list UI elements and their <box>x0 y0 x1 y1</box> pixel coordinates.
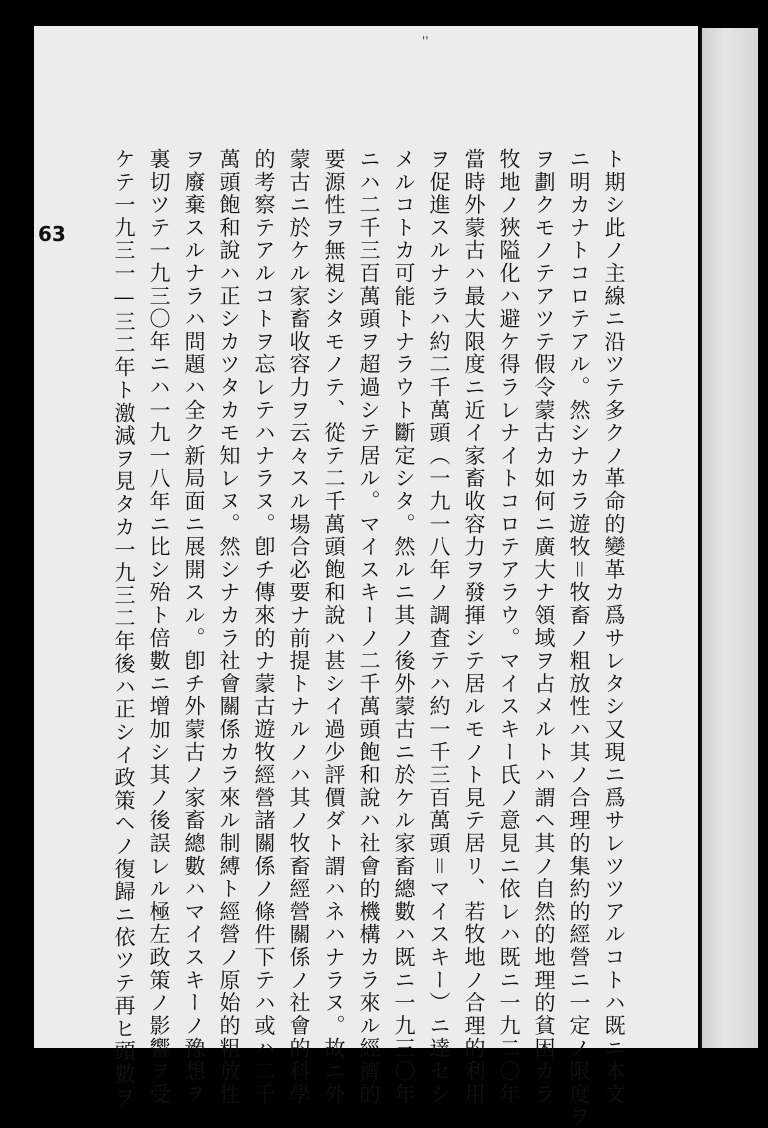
text-line: 的考察テアルコトヲ忘レテハナラヌ。卽チ傳來的ナ蒙古遊牧經營諸關係ノ條件下テハ或ハ二千 <box>252 148 276 1106</box>
header-mark: '' <box>422 34 429 48</box>
text-line: 蒙古ニ於ケル家畜收容力ヲ云々スル場合必要ナ前提トナルノハ其ノ牧畜經營關係ノ社會的科學 <box>287 148 311 1106</box>
text-line: 牧地ノ狹隘化ハ避ケ得ラレナイトコロテアラウ。マイスキー氏ノ意見ニ依レハ既ニ一九二〇年 <box>497 148 521 1106</box>
adjacent-page-edge <box>702 28 758 1048</box>
text-line: メルコトカ可能トナラウト斷定シタ。然ルニ其ノ後外蒙古ニ於ケル家畜總數ハ既ニ一九三〇年 <box>392 148 416 1106</box>
text-line: 萬頭飽和說ハ正シカツタカモ知レヌ。然シナカラ社會關係カラ來ル制縛ト經營ノ原始的粗放性 <box>217 148 241 1106</box>
text-line: ト期シ此ノ主線ニ沿ツテ多クノ革命的變革カ爲サレタシ又現ニ爲サレツツアルコトハ既ニ本文 <box>602 148 626 1106</box>
text-line: ヲ劃クモノテアツテ假令蒙古カ如何ニ廣大ナ領域ヲ占メルトハ謂ヘ其ノ自然的地理的貧困カラ <box>532 148 556 1106</box>
text-line: ニ明カナトコロテアル。然シナカラ遊牧＝牧畜ノ粗放性ハ其ノ合理的集約的經營ニ一定ノ限度ヲ <box>567 148 591 1128</box>
page-number: 63 <box>38 222 66 246</box>
text-line: ヲ促進スルナラハ約二千萬頭（一九一八年ノ調査テハ約一千三百萬頭＝マイスキー）ニ達セシ <box>427 148 451 1106</box>
text-line: ニハ二千三百萬頭ヲ超過シテ居ル。マイスキーノ二千萬頭飽和說ハ社會的機構カラ來ル經濟的 <box>357 148 381 1106</box>
text-line: ヲ廢棄スルナラハ問題ハ全ク新局面ニ展開スル。卽チ外蒙古ノ家畜總數ハマイスキーノ豫想ヲ <box>182 148 206 1106</box>
text-line: 要源性ヲ無視シタモノテ、從テ二千萬頭飽和說ハ甚シイ過少評價ダト謂ハネハナラヌ。故ニ外 <box>322 148 346 1106</box>
text-line: ケテ一九三一—三二年ト激減ヲ見タカ一九三二年後ハ正シイ政策ヘノ復歸ニ依ツテ再ヒ頭數ヲ <box>112 148 136 1109</box>
text-line: 裏切ツテ一九三〇年ニハ一九一八年ニ比シ殆ト倍數ニ增加シ其ノ後誤レル極左政策ノ影響ヲ受 <box>147 148 171 1106</box>
text-line: 當時外蒙古ハ最大限度ニ近イ家畜收容力ヲ發揮シテ居ルモノト見テ居リ、若牧地ノ合理的利用 <box>462 148 486 1106</box>
